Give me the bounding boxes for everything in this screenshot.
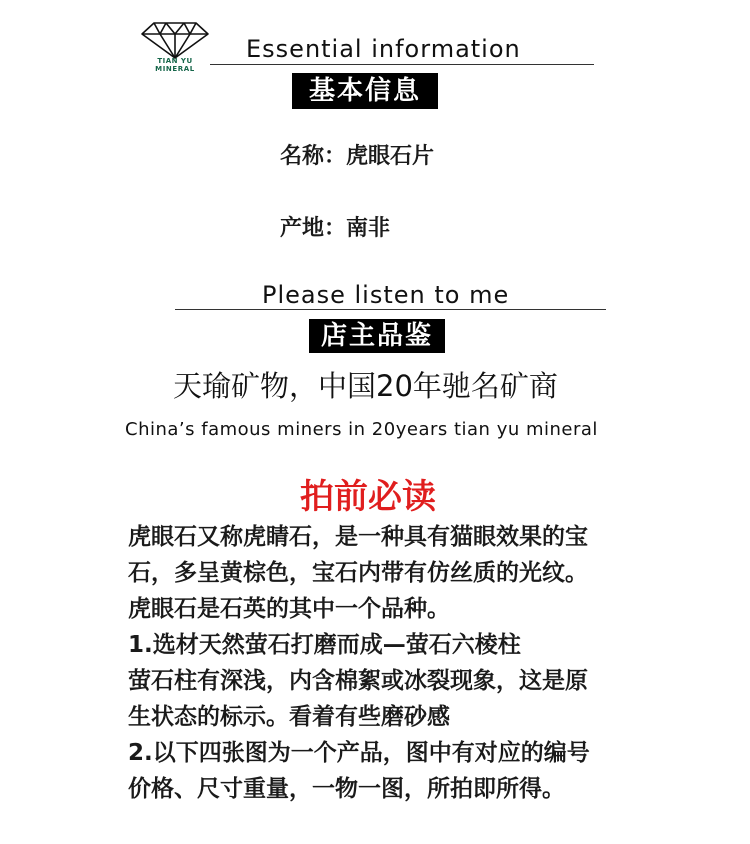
notice-line: 虎眼石又称虎睛石，是一种具有猫眼效果的宝 [128, 524, 588, 550]
notice-line: 1.选材天然萤石打磨而成—萤石六棱柱 [128, 632, 521, 658]
notice-title: 拍前必读 [300, 477, 436, 517]
notice-line: 虎眼石是石英的其中一个品种。 [128, 596, 450, 622]
slogan-cn: 天瑜矿物，中国20年驰名矿商 [173, 369, 558, 403]
notice-line: 萤石柱有深浅，内含棉絮或冰裂现象，这是原 [128, 668, 588, 694]
notice-line: 生状态的标示。看着有些磨砂感 [128, 704, 450, 730]
logo-text-mineral: MINERAL [155, 65, 195, 73]
brand-logo [136, 20, 214, 78]
product-origin-line: 产地：南非 [280, 216, 391, 241]
diamond-logo-icon [136, 20, 214, 60]
product-name-line: 名称：虎眼石片 [280, 144, 435, 169]
essential-label: 基本信息 [292, 73, 438, 109]
essential-heading: Essential information [246, 35, 521, 63]
listen-divider [175, 309, 606, 310]
notice-line: 价格、尺寸重量，一物一图，所拍即所得。 [128, 776, 565, 802]
notice-line: 石，多呈黄棕色，宝石内带有仿丝质的光纹。 [128, 560, 588, 586]
notice-body [128, 519, 648, 807]
listen-label: 店主品鉴 [309, 319, 445, 353]
essential-divider [210, 64, 594, 65]
logo-text-tian-yu: TIAN YU [157, 57, 193, 65]
notice-line: 2.以下四张图为一个产品，图中有对应的编号 [128, 740, 590, 766]
slogan-en: China’s famous miners in 20years tian yu mineral [125, 419, 598, 440]
listen-heading: Please listen to me [262, 281, 510, 309]
